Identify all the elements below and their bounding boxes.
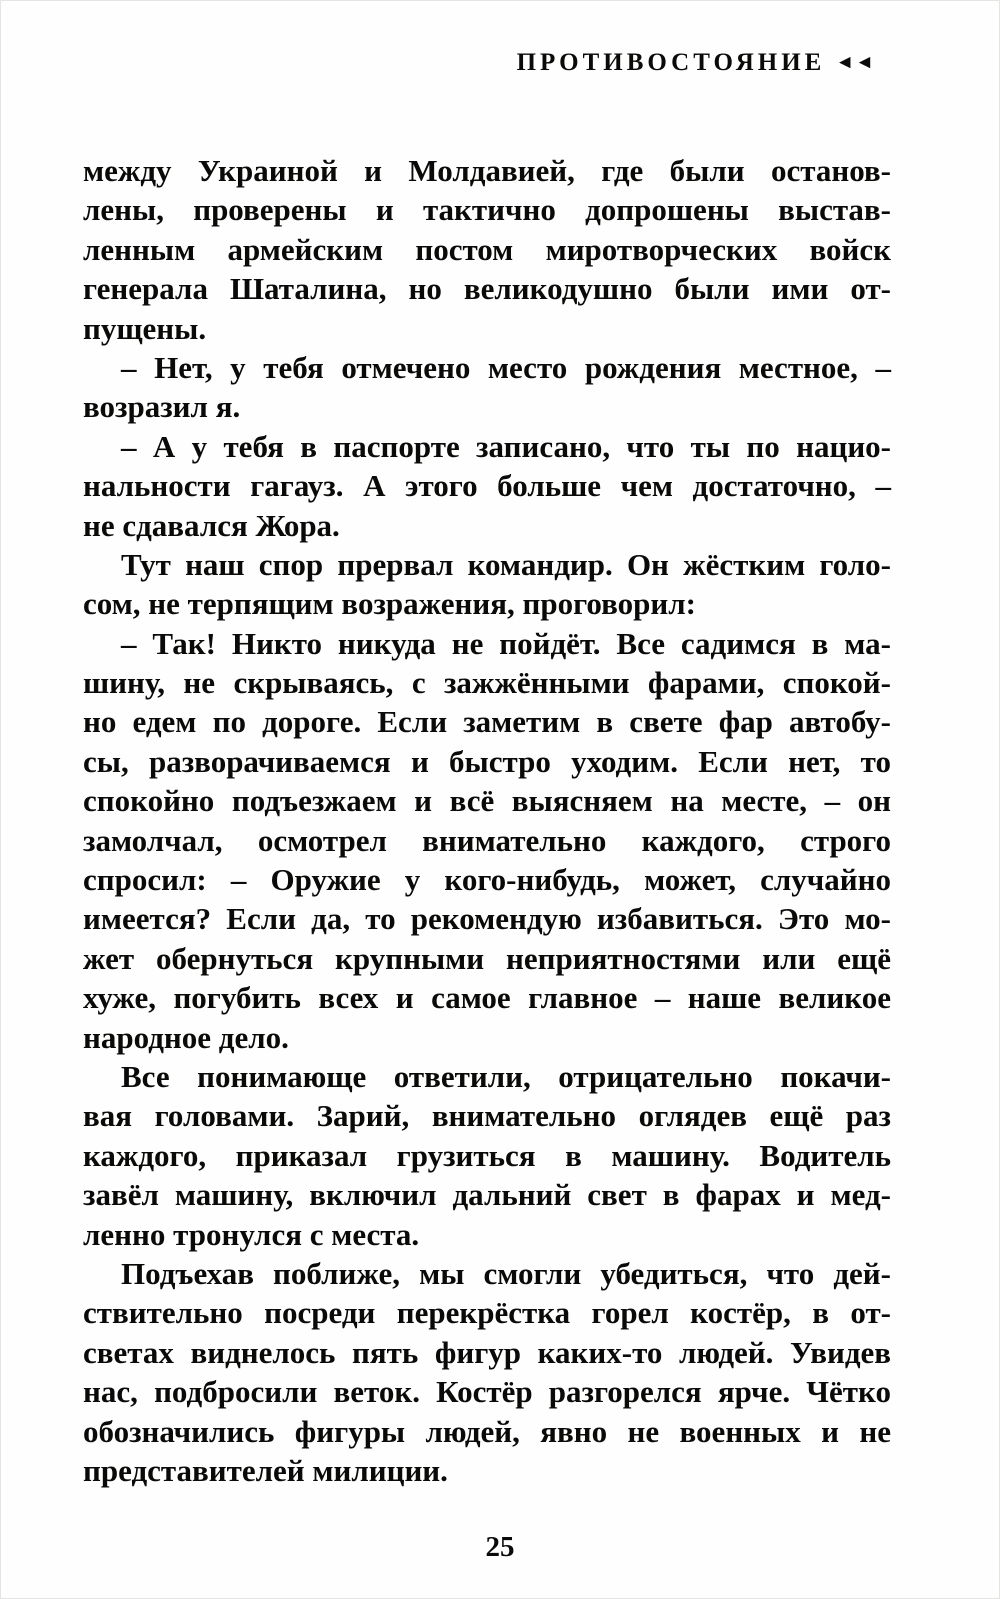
text-line: светах виднелось пять фигур каких-то людей. Увидев	[83, 1334, 891, 1370]
text-line: – Нет, у тебя отмечено место рождения местное, –	[121, 349, 891, 385]
text-line: спокойно подъезжаем и всё выясняем на месте, – он	[83, 783, 891, 819]
text-line: – А у тебя в паспорте записано, что ты по нацио-	[121, 428, 891, 464]
text-line: народное дело.	[83, 1019, 289, 1055]
text-line: жет обернуться крупными неприятностями или ещё	[83, 940, 891, 976]
page-footer	[1, 1531, 999, 1564]
text-line: ствительно посреди перекрёстка горел костёр, в от-	[83, 1295, 891, 1331]
text-line: возразил я.	[83, 389, 241, 425]
chevron-left-double-icon: ◄◄	[835, 52, 875, 73]
running-header	[517, 49, 875, 77]
text-line: нас, подбросили веток. Костёр разгорелся ярче. Чётко	[83, 1374, 891, 1410]
text-line: генерала Шаталина, но великодушно были ими от-	[83, 271, 891, 307]
text-line: Подъехав поближе, мы смогли убедиться, что дей-	[121, 1255, 891, 1291]
text-line: имеется? Если да, то рекомендую избавиться. Это мо-	[83, 901, 891, 937]
running-header-title: ПРОТИВОСТОЯНИЕ	[516, 49, 826, 76]
text-line: представителей милиции.	[83, 1452, 448, 1488]
text-line: Все понимающе ответили, отрицательно покачи-	[121, 1058, 891, 1094]
text-line: ленным армейским постом миротворческих войск	[83, 231, 891, 267]
text-block	[83, 151, 891, 1490]
text-line: лены, проверены и тактично допрошены выстав-	[83, 192, 891, 228]
text-line: сом, не терпящим возражения, проговорил:	[83, 586, 696, 622]
text-line: – Так! Никто никуда не пойдёт. Все садимся в ма-	[121, 625, 891, 661]
text-line: спросил: – Оружие у кого-нибудь, может, случайно	[83, 862, 891, 898]
text-line: пущены.	[83, 310, 207, 346]
page-number: 25	[485, 1531, 515, 1563]
text-line: не сдавался Жора.	[83, 507, 340, 543]
text-line: Тут наш спор прервал командир. Он жёстким голо-	[121, 546, 891, 582]
text-line: замолчал, осмотрел внимательно каждого, строго	[83, 822, 891, 858]
text-line: хуже, погубить всех и самое главное – наше великое	[83, 980, 891, 1016]
text-line: сы, разворачиваемся и быстро уходим. Если нет, то	[83, 743, 891, 779]
text-line: обозначились фигуры людей, явно не военных и не	[83, 1413, 891, 1449]
text-line: завёл машину, включил дальний свет в фарах и мед-	[83, 1177, 891, 1213]
text-line: каждого, приказал грузиться в машину. Водитель	[83, 1137, 891, 1173]
text-line: но едем по дороге. Если заметим в свете фар автобу-	[83, 704, 891, 740]
text-line: ленно тронулся с места.	[83, 1216, 420, 1252]
text-line: шину, не скрываясь, с зажжёнными фарами, спокой-	[83, 665, 891, 701]
text-line: между Украиной и Молдавией, где были останов-	[83, 153, 891, 188]
text-line: вая головами. Зарий, внимательно оглядев ещё раз	[83, 1098, 891, 1134]
text-line: нальности гагауз. А этого больше чем достаточно, –	[83, 468, 891, 504]
